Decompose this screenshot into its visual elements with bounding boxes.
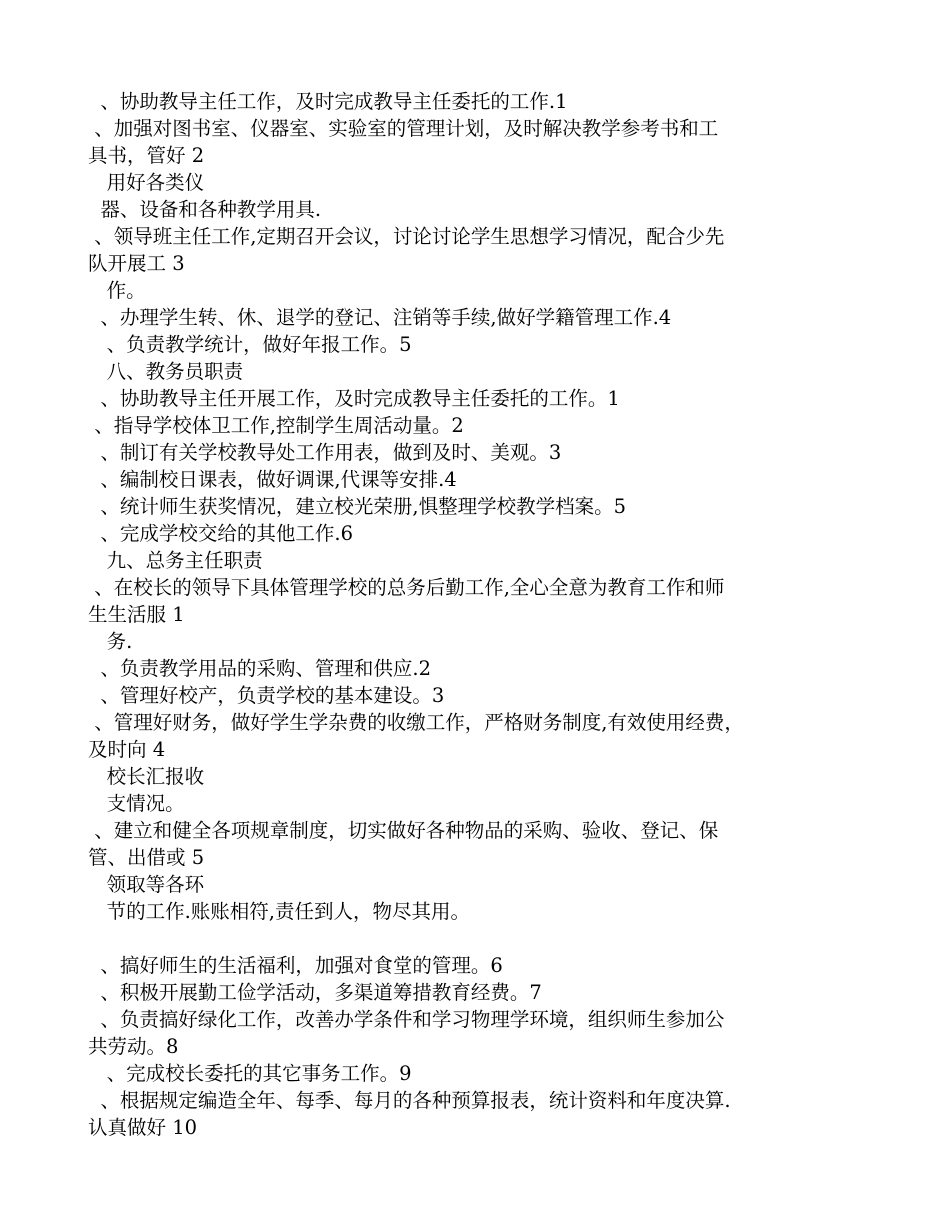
text-line: 作。	[88, 279, 146, 302]
text-line: 、管理好财务，做好学生学杂费的收缴工作，严格财务制度,有效使用经费，	[88, 711, 744, 734]
text-line: 、完成学校交给的其他工作.6	[88, 522, 354, 545]
text-line: 、协助教导主任工作，及时完成教导主任委托的工作.1	[88, 90, 568, 113]
text-line: 、完成校长委托的其它事务工作。9	[88, 1062, 412, 1085]
text-line: 、负责教学统计，做好年报工作。5	[88, 333, 412, 356]
text-line: 管、出借或 5	[88, 846, 205, 869]
section-heading: 九、总务主任职责	[88, 549, 263, 572]
section-heading: 八、教务员职责	[88, 360, 244, 383]
text-line: 队开展工 3	[88, 252, 185, 275]
text-line: 、加强对图书室、仪器室、实验室的管理计划，及时解决教学参考书和工	[88, 117, 719, 140]
text-line: 、统计师生获奖情况，建立校光荣册,惧整理学校教学档案。5	[88, 495, 627, 518]
text-line: 、负责教学用品的采购、管理和供应.2	[88, 657, 432, 680]
text-line: 、制订有关学校教导处工作用表，做到及时、美观。3	[88, 441, 562, 464]
text-line: 认真做好 10	[88, 1116, 198, 1139]
blank-line	[88, 925, 868, 952]
text-line: 、指导学校体卫工作,控制学生周活动量。2	[88, 414, 464, 437]
text-line: 器、设备和各种教学用具.	[88, 198, 322, 221]
text-line: 用好各类仪	[88, 171, 205, 194]
document-page	[88, 88, 868, 1141]
text-line: 、领导班主任工作,定期召开会议，讨论讨论学生思想学习情况，配合少先	[88, 225, 725, 248]
text-line: 校长汇报收	[88, 765, 205, 788]
text-line: 、建立和健全各项规章制度，切实做好各种物品的采购、验收、登记、保	[88, 819, 719, 842]
text-line: 、在校长的领导下具体管理学校的总务后勤工作,全心全意为教育工作和师	[88, 576, 725, 599]
text-line: 领取等各环	[88, 873, 205, 896]
text-line: 、协助教导主任开展工作，及时完成教导主任委托的工作。1	[88, 387, 620, 410]
text-line: 、办理学生转、休、退学的登记、注销等手续,做好学籍管理工作.4	[88, 306, 672, 329]
text-line: 务.	[88, 630, 133, 653]
text-line: 支情况。	[88, 792, 185, 815]
text-line: 节的工作.账账相符,责任到人，物尽其用。	[88, 900, 470, 923]
text-line: 生生活服 1	[88, 603, 185, 626]
text-line: 、积极开展勤工俭学活动，多渠道筹措教育经费。7	[88, 981, 542, 1004]
text-line: 、负责搞好绿化工作，改善办学条件和学习物理学环境，组织师生参加公	[88, 1008, 725, 1031]
text-line: 及时向 4	[88, 738, 166, 761]
text-line: 、编制校日课表，做好调课,代课等安排.4	[88, 468, 457, 491]
text-line: 共劳动。8	[88, 1035, 179, 1058]
text-line: 、搞好师生的生活福利，加强对食堂的管理。6	[88, 954, 503, 977]
text-line: 具书，管好 2	[88, 144, 205, 167]
text-line: 、管理好校产，负责学校的基本建设。3	[88, 684, 445, 707]
text-line: 、根据规定编造全年、每季、每月的各种预算报表，统计资料和年度决算.	[88, 1089, 731, 1112]
